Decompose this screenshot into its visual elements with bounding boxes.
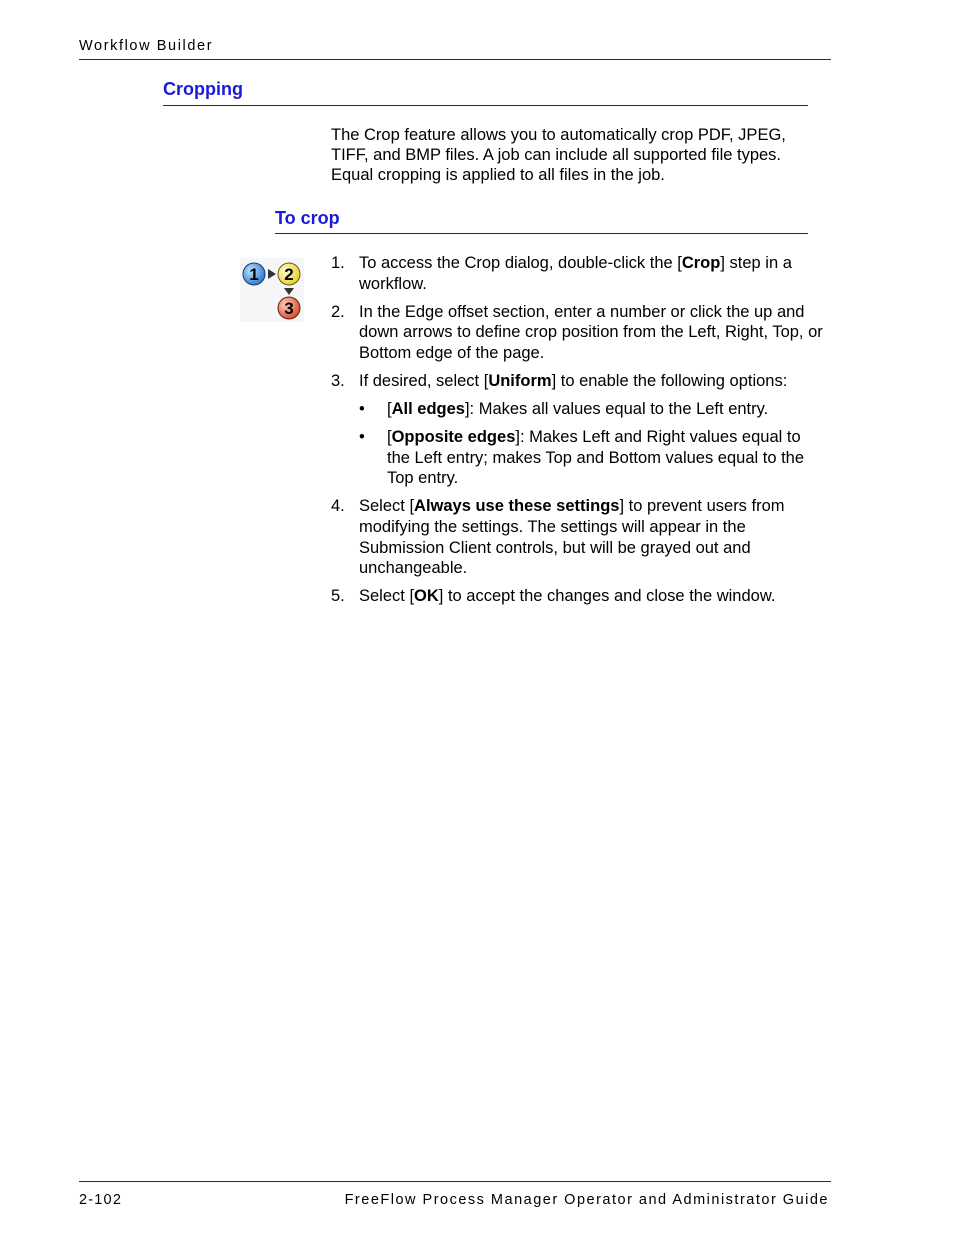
bullet-all-edges xyxy=(359,399,826,420)
page-number: 2-102 xyxy=(79,1192,123,1208)
bullet-text: [ xyxy=(387,428,392,447)
section-rule xyxy=(163,105,808,106)
header-rule xyxy=(79,59,831,60)
procedure-title: To crop xyxy=(275,208,340,228)
procedure-rule xyxy=(275,233,808,234)
step-digit-two: 2 xyxy=(284,265,294,284)
step-number: 3. xyxy=(331,371,345,390)
intro-paragraph: The Crop feature allows you to automatically crop PDF, JPEG, TIFF, and BMP files. A job can include all supported file types. Equal cropping is applied to all files in the job. xyxy=(331,126,786,185)
bullet-marker: • xyxy=(359,428,365,447)
step-5 xyxy=(331,586,826,607)
step-text: ] to accept the changes and close the window. xyxy=(438,587,776,606)
bullet-keyword: Opposite edges xyxy=(391,428,516,447)
numbered-steps-icon xyxy=(240,258,304,322)
step-number: 2. xyxy=(331,302,345,321)
step-keyword: Uniform xyxy=(488,371,552,390)
step-text: ] to enable the following options: xyxy=(551,371,788,390)
step-number: 1. xyxy=(331,254,345,272)
step-keyword: Crop xyxy=(681,254,721,272)
bullet-text: ]: Makes all values equal to the Left entry. xyxy=(464,400,769,419)
footer-rule xyxy=(79,1181,831,1182)
step-number: 4. xyxy=(331,497,345,516)
steps-list xyxy=(331,253,826,614)
guide-title: FreeFlow Process Manager Operator and Administrator Guide xyxy=(344,1192,829,1208)
step-text: ] to prevent users from modifying the settings. The settings will appear in the Submission Client controls, but will be grayed out and unchangeable. xyxy=(359,497,785,578)
step-text: To access the Crop dialog, double-click the [ xyxy=(359,254,682,272)
step-text: Select [ xyxy=(359,497,415,516)
step-text: In the Edge offset section, enter a number or click the up and down arrows to define crop position from the Left, Right, Top, or Bottom edge of the page. xyxy=(359,302,823,362)
bullet-keyword: All edges xyxy=(391,400,465,419)
step-digit-one: 1 xyxy=(249,265,259,284)
bullet-marker: • xyxy=(359,400,365,419)
step-4 xyxy=(331,496,826,578)
step-text: Select [ xyxy=(359,587,415,606)
bullet-opposite-edges xyxy=(359,427,826,489)
step-1 xyxy=(331,253,826,294)
bullet-text: ]: Makes Left and Right values equal to the Left entry; makes Top and Bottom values equal to the Top entry. xyxy=(387,428,805,488)
step-2 xyxy=(331,302,826,364)
step-digit-three: 3 xyxy=(284,299,294,318)
step-number: 5. xyxy=(331,587,345,606)
running-header: Workflow Builder xyxy=(79,38,214,54)
step-keyword: Always use these settings xyxy=(414,497,620,516)
step-3 xyxy=(331,371,826,489)
section-title: Cropping xyxy=(163,79,243,99)
step-text: If desired, select [ xyxy=(359,371,489,390)
step-text: ] step in a workflow. xyxy=(359,254,792,293)
step-keyword: OK xyxy=(414,587,439,606)
bullet-text: [ xyxy=(387,400,392,419)
